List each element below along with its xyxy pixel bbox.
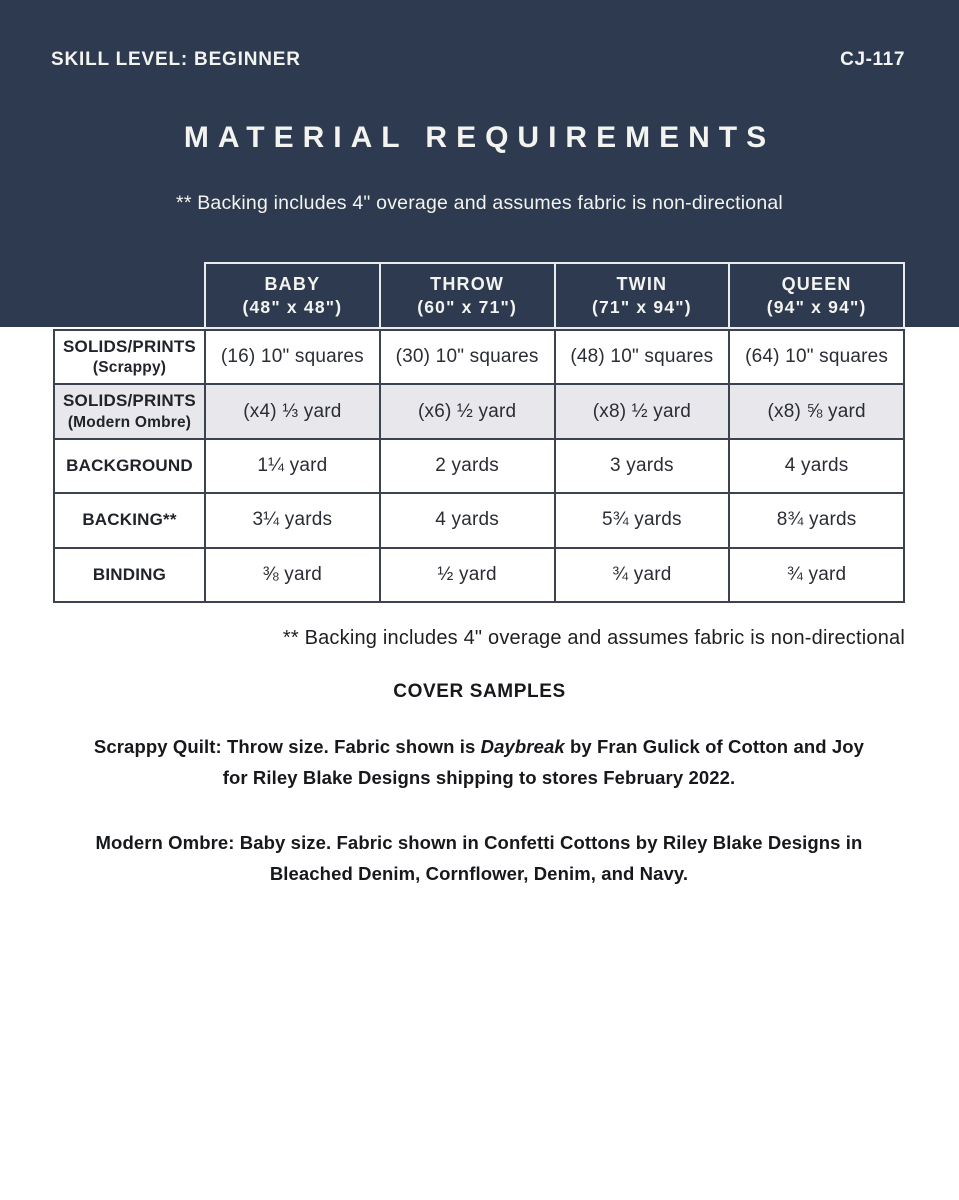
table-cell: 8¾ yards	[730, 494, 903, 546]
table-cell: 5¾ yards	[556, 494, 729, 546]
table-cell: ½ yard	[381, 549, 554, 601]
column-header-throw	[381, 264, 554, 327]
table-cell: (30) 10" squares	[381, 331, 554, 383]
column-header-twin	[556, 264, 729, 327]
cover-samples-heading: COVER SAMPLES	[393, 681, 566, 702]
column-size-name: TWIN	[616, 273, 668, 294]
scrappy-sample-text	[79, 731, 879, 793]
fabric-name-italic: Daybreak	[480, 736, 565, 757]
row-label	[55, 549, 204, 601]
column-size-dimensions: (71" x 94")	[591, 296, 692, 317]
column-size-dimensions: (60" x 71")	[417, 296, 518, 317]
pattern-code: CJ-117	[840, 49, 905, 70]
row-label	[55, 331, 204, 383]
column-size-name: THROW	[430, 273, 505, 294]
table-cell: 1¼ yard	[206, 440, 379, 492]
skill-level-label: SKILL LEVEL: BEGINNER	[51, 49, 301, 70]
column-size-dimensions: (94" x 94")	[766, 296, 867, 317]
row-label	[55, 385, 204, 437]
ombre-sample-text: Modern Ombre: Baby size. Fabric shown in Confetti Cottons by Riley Blake Designs in Bleached Denim, Cornflower, Denim, and Navy.	[95, 832, 863, 885]
size-column-headers	[204, 262, 905, 329]
table-cell: (64) 10" squares	[730, 331, 903, 383]
row-label-sub: (Scrappy)	[92, 359, 167, 377]
table-cell: ¾ yard	[730, 549, 903, 601]
table-cell: (x8) ⅝ yard	[730, 385, 903, 437]
material-requirements-table	[53, 329, 905, 603]
table-cell: 4 yards	[381, 494, 554, 546]
table-cell: 3 yards	[556, 440, 729, 492]
column-size-name: QUEEN	[781, 273, 852, 294]
table-cell: ¾ yard	[556, 549, 729, 601]
table-cell: 3¼ yards	[206, 494, 379, 546]
table-cell: (x4) ⅓ yard	[206, 385, 379, 437]
table-cell: (48) 10" squares	[556, 331, 729, 383]
row-label-main: BACKING**	[82, 510, 177, 530]
scrappy-sample-pre: Scrappy Quilt: Throw size. Fabric shown is	[93, 736, 481, 757]
backing-footnote: ** Backing includes 4" overage and assumes fabric is non-directional	[282, 627, 905, 649]
row-label	[55, 494, 204, 546]
column-header-queen	[730, 264, 903, 327]
table-cell: (x8) ½ yard	[556, 385, 729, 437]
table-cell: ⅜ yard	[206, 549, 379, 601]
scrappy-sample-post: by Fran Gulick of Cotton and Joy for Riley Blake Designs shipping to stores February 2022.	[222, 736, 865, 789]
row-label	[55, 440, 204, 492]
page-title: MATERIAL REQUIREMENTS	[183, 121, 776, 154]
column-size-dimensions: (48" x 48")	[242, 296, 343, 317]
hero-backing-note: ** Backing includes 4" overage and assumes fabric is non-directional	[176, 192, 783, 214]
table-cell: 2 yards	[381, 440, 554, 492]
column-size-name: BABY	[264, 273, 321, 294]
row-label-main: SOLIDS/PRINTS	[63, 337, 196, 357]
table-cell: 4 yards	[730, 440, 903, 492]
row-label-sub: (Modern Ombre)	[67, 413, 192, 431]
row-label-main: BINDING	[92, 564, 167, 584]
table-cell: (x6) ½ yard	[381, 385, 554, 437]
row-label-main: SOLIDS/PRINTS	[63, 391, 196, 411]
table-cell: (16) 10" squares	[206, 331, 379, 383]
column-header-baby	[206, 264, 379, 327]
row-label-main: BACKGROUND	[66, 455, 193, 475]
